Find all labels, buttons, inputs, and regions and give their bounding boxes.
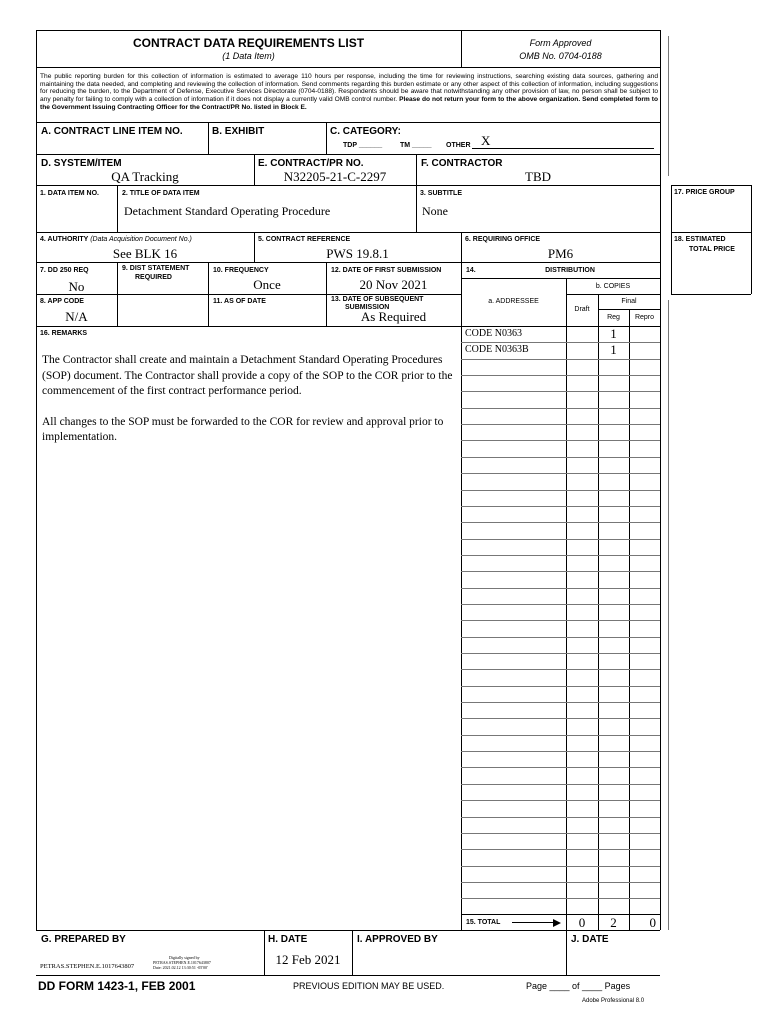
- label-d: D. SYSTEM/ITEM: [41, 158, 122, 169]
- remarks-text[interactable]: [42, 353, 456, 446]
- distribution-header: DISTRIBUTION: [545, 267, 595, 274]
- total-reg: 2: [610, 915, 617, 930]
- distribution-addressee[interactable]: CODE N0363: [465, 328, 522, 339]
- distribution-grid-line: [461, 620, 660, 621]
- label-12: 12. DATE OF FIRST SUBMISSION: [331, 267, 442, 274]
- label-9-line2: REQUIRED: [135, 274, 172, 281]
- distribution-grid-line: [461, 522, 660, 523]
- label-e: E. CONTRACT/PR NO.: [258, 158, 364, 169]
- label-15: 15. TOTAL: [466, 919, 501, 926]
- distribution-grid-line: [461, 669, 660, 670]
- distribution-grid-line: [461, 817, 660, 818]
- distribution-grid-line: [461, 375, 660, 376]
- distribution-grid-line: [461, 342, 660, 343]
- form-approved: Form Approved: [529, 38, 592, 48]
- label-10: 10. FREQUENCY: [213, 267, 269, 274]
- distribution-addressee[interactable]: CODE N0363B: [465, 344, 529, 355]
- label-16: 16. REMARKS: [40, 330, 88, 337]
- distribution-grid-line: [461, 833, 660, 834]
- label-c: C. CATEGORY:: [330, 126, 401, 137]
- distribution-grid-line: [461, 898, 660, 899]
- label-18: 18. ESTIMATED: [674, 236, 726, 243]
- label-7: 7. DD 250 REQ: [40, 267, 89, 274]
- prepared-by-name[interactable]: PETRAS.STEPHEN.E.1017643807: [40, 963, 135, 970]
- label-h: H. DATE: [268, 934, 308, 945]
- requiring-office-value[interactable]: PM6: [547, 246, 574, 261]
- title-value[interactable]: Detachment Standard Operating Procedure: [124, 204, 331, 218]
- addressee-header: a. ADDRESSEE: [488, 298, 539, 305]
- distribution-grid-line: [461, 490, 660, 491]
- distribution-grid-line: [461, 604, 660, 605]
- contractor-value[interactable]: TBD: [525, 169, 551, 184]
- label-b: B. EXHIBIT: [212, 126, 265, 137]
- final-header: Final: [621, 298, 637, 305]
- reg-header: Reg: [607, 314, 620, 321]
- distribution-grid-line: [461, 555, 660, 556]
- label-14: 14.: [466, 267, 476, 274]
- distribution-grid-line: [461, 751, 660, 752]
- tm-label: TM _____: [400, 142, 432, 149]
- distribution-grid-line: [461, 866, 660, 867]
- label-17: 17. PRICE GROUP: [674, 189, 735, 196]
- distribution-grid-line: [461, 735, 660, 736]
- label-5: 5. CONTRACT REFERENCE: [258, 236, 351, 243]
- distribution-grid-line: [461, 784, 660, 785]
- form-title: CONTRACT DATA REQUIREMENTS LIST: [132, 36, 365, 50]
- total-draft: 0: [578, 915, 586, 930]
- distribution-grid-line: [461, 571, 660, 572]
- remarks-paragraph-2: All changes to the SOP must be forwarded to the COR for review and approval prior to implementation.: [42, 415, 444, 443]
- label-11: 11. AS OF DATE: [213, 298, 266, 305]
- repro-header: Repro: [634, 314, 655, 321]
- distribution-grid-line: [461, 391, 660, 392]
- other-label: OTHER: [446, 142, 471, 149]
- distribution-grid-line: [461, 506, 660, 507]
- distribution-grid-line: [461, 588, 660, 589]
- burden-statement: The public reporting burden for this collection of information is estimated to average 110 hours per response, including the time for reviewing instructions, searching existing data sources, gathering and maintaining the data needed, and completing and reviewing the collection of information. Send comments regarding this burden estimate or any other aspect of this collection of information, including suggestions for reducing the burden, to the Department of Defense, Executive Services Directorate (0704-0188). Respondents should be aware that notwithstanding any other provision of law, no person shall be subject to any penalty for failing to comply with a collection of information if it does not display a currently valid OMB control number. Please do not return your form to the above organization. Send completed form to the Government Issuing Contracting Officer for the Contract/PR No. listed in Block E.: [40, 73, 658, 111]
- subtitle-value[interactable]: None: [422, 204, 448, 218]
- arrow-head-icon: [553, 919, 561, 927]
- form-subtitle: (1 Data Item): [222, 51, 275, 61]
- label-9: 9. DIST STATEMENT: [122, 265, 190, 272]
- distribution-grid-line: [461, 424, 660, 425]
- system-item-value[interactable]: QA Tracking: [111, 169, 179, 184]
- label-i: I. APPROVED BY: [357, 934, 438, 945]
- digital-signature: Digitally signed by PETRAS.STEPHEN.E.1017643807 Date: 2021.02.12 13:30:51 -05'00': [153, 955, 211, 970]
- label-13: 13. DATE OF SUBSEQUENT: [331, 296, 424, 303]
- form-number: DD FORM 1423-1, FEB 2001: [38, 979, 196, 993]
- subsequent-submission-value[interactable]: As Required: [360, 309, 427, 324]
- distribution-grid-line: [461, 440, 660, 441]
- label-1: 1. DATA ITEM NO.: [40, 190, 99, 197]
- distribution-grid-line: [461, 702, 660, 703]
- distribution-grid-line: [461, 767, 660, 768]
- label-a: A. CONTRACT LINE ITEM NO.: [41, 126, 183, 137]
- total-repro: 0: [649, 915, 656, 930]
- distribution-grid-line: [461, 686, 660, 687]
- previous-edition-note: PREVIOUS EDITION MAY BE USED.: [293, 981, 445, 991]
- label-8: 8. APP CODE: [40, 298, 84, 305]
- label-g: G. PREPARED BY: [41, 934, 126, 945]
- label-f: F. CONTRACTOR: [421, 158, 503, 169]
- label-3: 3. SUBTITLE: [420, 190, 463, 197]
- distribution-reg-copies[interactable]: 1: [610, 326, 617, 341]
- label-4: 4. AUTHORITY (Data Acquisition Document No.): [40, 236, 192, 243]
- adobe-version: Adobe Professional 8.0: [582, 998, 645, 1004]
- first-submission-value[interactable]: 20 Nov 2021: [359, 277, 428, 292]
- app-code-value[interactable]: N/A: [65, 309, 88, 324]
- distribution-grid-line: [461, 882, 660, 883]
- distribution-grid-line: [461, 539, 660, 540]
- copies-header: b. COPIES: [595, 283, 631, 290]
- distribution-grid-line: [461, 849, 660, 850]
- frequency-value[interactable]: Once: [253, 277, 281, 292]
- distribution-grid-line: [461, 359, 660, 360]
- label-2: 2. TITLE OF DATA ITEM: [122, 190, 200, 197]
- distribution-grid-line: [461, 637, 660, 638]
- distribution-grid-line: [461, 800, 660, 801]
- distribution-reg-copies[interactable]: 1: [610, 342, 617, 357]
- distribution-grid-line: [461, 718, 660, 719]
- page-count: Page ____ of ____ Pages: [526, 981, 631, 991]
- draft-header: Draft: [574, 306, 590, 313]
- remarks-paragraph-1: The Contractor shall create and maintain a Detachment Standard Operating Procedures (SOP) document. The Contractor shall provide a copy of the SOP to the COR prior to the commencement of the first contract performance period.: [42, 354, 453, 397]
- label-18-line2: TOTAL PRICE: [689, 246, 735, 253]
- label-j: J. DATE: [571, 934, 609, 945]
- distribution-grid-line: [461, 457, 660, 458]
- distribution-grid-line: [461, 653, 660, 654]
- contract-reference-value[interactable]: PWS 19.8.1: [326, 246, 389, 261]
- contract-number-value[interactable]: N32205-21-C-2297: [283, 169, 387, 184]
- dd250-value[interactable]: No: [68, 279, 85, 294]
- prepared-date-value[interactable]: 12 Feb 2021: [275, 952, 341, 967]
- total-arrow-icon: [512, 922, 556, 923]
- label-6: 6. REQUIRING OFFICE: [465, 236, 541, 243]
- omb-number: OMB No. 0704-0188: [519, 51, 602, 61]
- other-value[interactable]: X: [481, 133, 491, 148]
- distribution-grid-line: [461, 473, 660, 474]
- label-13-line2: SUBMISSION: [345, 304, 390, 311]
- authority-value[interactable]: See BLK 16: [112, 246, 178, 261]
- tdp-label: TDP ______: [343, 142, 383, 149]
- distribution-grid-line: [461, 408, 660, 409]
